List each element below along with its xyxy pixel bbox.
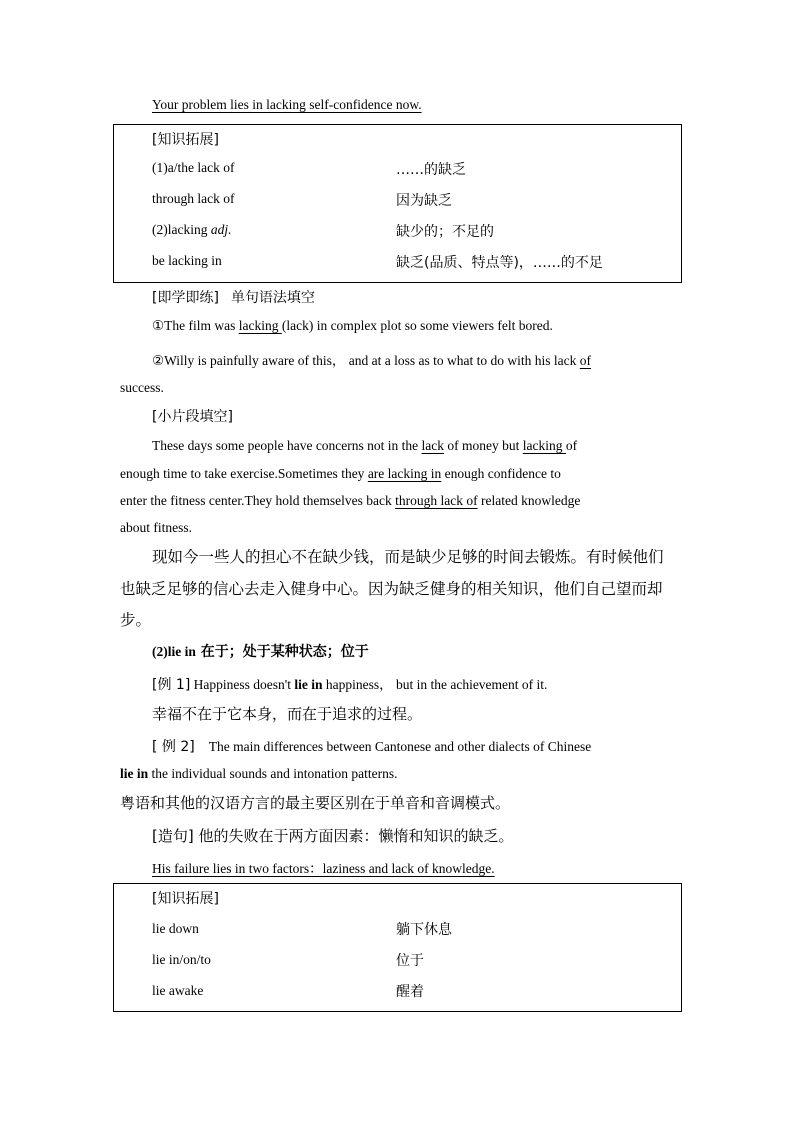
box-title: [知识拓展] xyxy=(152,132,219,148)
knowledge-box-1 xyxy=(113,124,682,283)
example-1-translation: 幸福不在于它本身，而在于追求的过程。 xyxy=(152,705,423,723)
fill-line: enter the fitness center.They hold themselves back through lack of related knowledge xyxy=(120,493,581,508)
phrase-meaning: 躺下休息 xyxy=(396,922,452,938)
phrase-meaning: ……的缺乏 xyxy=(396,162,466,178)
fill-line: These days some people have concerns not in the lack of money but lacking of xyxy=(152,438,578,453)
practice-question-2: ②Willy is painfully aware of this， and at a loss as to what to do with his lack of xyxy=(152,353,591,368)
example-2: [ 例 2] The main differences between Cantonese and other dialects of Chinese xyxy=(152,739,592,755)
make-sentence-answer: His failure lies in two factors：laziness and lack of knowledge. xyxy=(152,861,495,876)
phrase: lie awake xyxy=(152,983,204,998)
translation-line: 现如今一些人的担心不在缺少钱，而是缺少足够的时间去锻炼。有时候他们 xyxy=(152,548,664,566)
phrase-meaning: 缺乏(品质、特点等)，……的不足 xyxy=(396,255,603,271)
practice-question-2-cont: success. xyxy=(120,380,164,395)
phrase: (2)lacking adj. xyxy=(152,222,232,237)
example-2-translation: 粤语和其他的汉语方言的最主要区别在于单音和音调模式。 xyxy=(120,794,511,812)
phrase-meaning: 因为缺乏 xyxy=(396,193,452,209)
example-1: [例 1] Happiness doesn't lie in happiness， but in the achievement of it. xyxy=(152,677,548,693)
translation-line: 也缺乏足够的信心去走入健身中心。因为缺乏健身的相关知识，他们自己望而却 xyxy=(120,580,663,598)
box-title: [知识拓展] xyxy=(152,891,219,907)
practice-question-1: ①The film was lacking (lack) in complex plot so some viewers felt bored. xyxy=(152,318,553,333)
section-heading: (2)lie in 在于；处于某种状态；位于 xyxy=(152,644,369,660)
fill-heading: [小片段填空] xyxy=(152,409,233,425)
phrase: through lack of xyxy=(152,191,235,206)
fill-line: about fitness. xyxy=(120,520,192,535)
make-sentence-prompt: [造句] 他的失败在于两方面因素：懒惰和知识的缺乏。 xyxy=(152,827,514,845)
example-sentence-answer: Your problem lies in lacking self-confidence now. xyxy=(152,97,422,112)
phrase-meaning: 醒着 xyxy=(396,984,424,1000)
phrase: lie down xyxy=(152,921,199,936)
fill-line: enough time to take exercise.Sometimes they are lacking in enough confidence to xyxy=(120,466,561,481)
example-2-cont: lie in the individual sounds and intonation patterns. xyxy=(120,766,398,781)
translation-line: 步。 xyxy=(120,611,152,629)
phrase: (1)a/the lack of xyxy=(152,160,235,175)
practice-heading: [即学即练] 单句语法填空 xyxy=(152,290,315,306)
phrase: lie in/on/to xyxy=(152,952,211,967)
phrase-meaning: 缺少的；不足的 xyxy=(396,224,494,240)
phrase: be lacking in xyxy=(152,253,222,268)
knowledge-box-2 xyxy=(113,883,682,1012)
phrase-meaning: 位于 xyxy=(396,953,424,969)
